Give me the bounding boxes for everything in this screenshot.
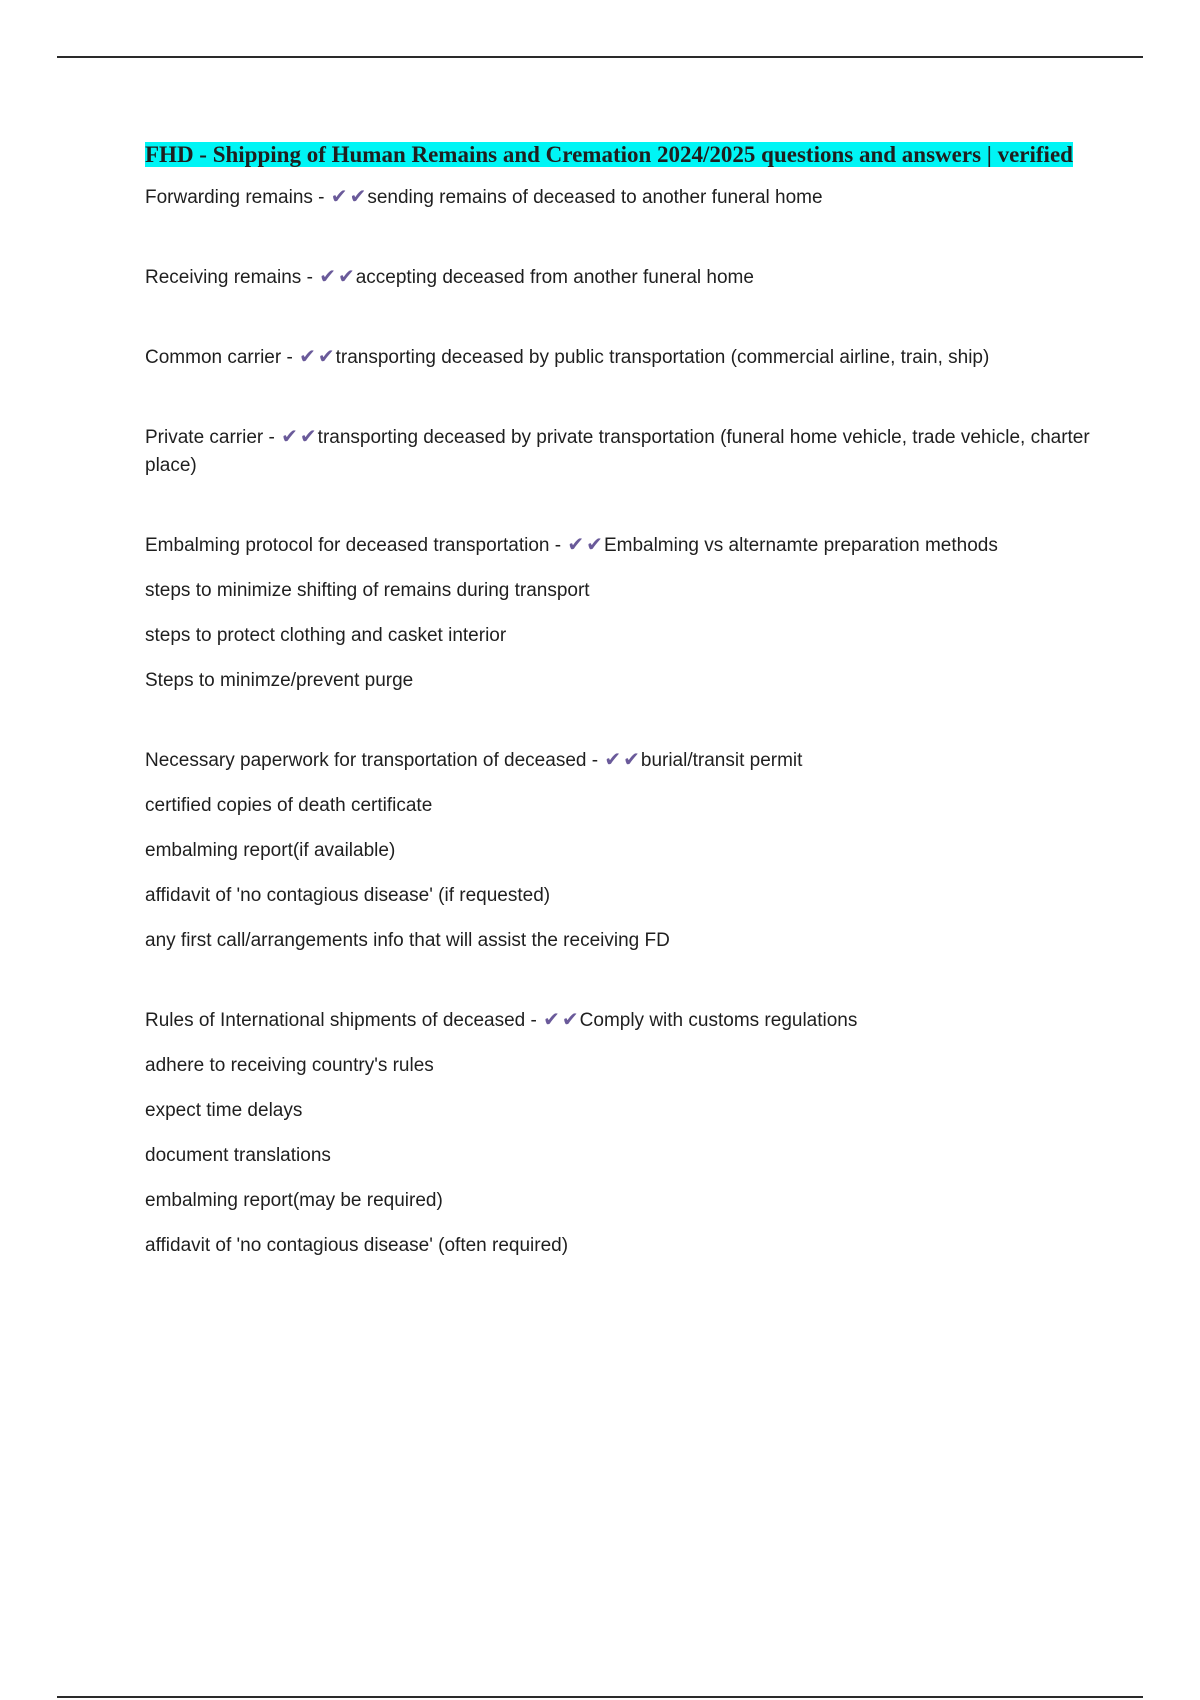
qa-entry (145, 182, 1105, 212)
check-mark-icon: ✔ (299, 424, 317, 448)
qa-entry (145, 262, 1105, 292)
qa-question-line (145, 530, 1105, 560)
check-mark-icon: ✔ (543, 1007, 560, 1031)
check-mark-icon: ✔ (319, 264, 336, 288)
qa-answer-line: steps to protect clothing and casket interior (145, 625, 507, 646)
qa-answer: accepting deceased from another funeral home (355, 267, 754, 288)
qa-question-line (145, 262, 1105, 292)
qa-entry (145, 530, 1105, 695)
qa-separator: - (549, 535, 567, 556)
qa-entry (145, 342, 1105, 372)
qa-answer: burial/transit permit (640, 750, 803, 771)
document-title (145, 140, 1105, 170)
qa-separator: - (263, 427, 281, 448)
qa-answer-line: certified copies of death certificate (145, 795, 433, 816)
qa-answer-line: expect time delays (145, 1100, 303, 1121)
document-body (145, 140, 1105, 1310)
check-mark-icon: ✔ (586, 532, 603, 556)
check-mark-icon: ✔ (330, 184, 348, 208)
qa-question-line (145, 745, 1105, 775)
qa-term: Forwarding remains (145, 187, 313, 208)
qa-answer-line: document translations (145, 1145, 331, 1166)
qa-answer-line: steps to minimize shifting of remains during transport (145, 580, 590, 601)
bottom-rule (57, 1696, 1143, 1698)
qa-answer: sending remains of deceased to another funeral home (367, 187, 823, 208)
qa-term: Receiving remains (145, 267, 302, 288)
check-mark-icon: ✔ (317, 344, 335, 368)
qa-answer-line: Steps to minimze/prevent purge (145, 670, 414, 691)
qa-answer-line: embalming report(may be required) (145, 1190, 443, 1211)
qa-question-line (145, 422, 1105, 480)
qa-question-line (145, 182, 1105, 212)
top-rule (57, 56, 1143, 58)
qa-term: Rules of International shipments of deceased (145, 1010, 526, 1031)
qa-term: Common carrier (145, 347, 282, 368)
check-mark-icon: ✔ (567, 532, 585, 556)
qa-answer: Embalming vs alternamte preparation methods (603, 535, 998, 556)
qa-answer: Comply with customs regulations (579, 1010, 858, 1031)
qa-separator: - (525, 1010, 543, 1031)
qa-question-line (145, 342, 1105, 372)
check-mark-icon: ✔ (337, 264, 355, 288)
check-mark-icon: ✔ (299, 344, 316, 368)
qa-separator: - (281, 347, 299, 368)
qa-term: Necessary paperwork for transportation of deceased (145, 750, 587, 771)
check-mark-icon: ✔ (623, 747, 640, 771)
qa-answer: transporting deceased by public transportation (commercial airline, train, ship) (335, 347, 990, 368)
qa-answer-line: affidavit of 'no contagious disease' (often required) (145, 1235, 569, 1256)
qa-answer-line: affidavit of 'no contagious disease' (if requested) (145, 885, 551, 906)
qa-separator: - (586, 750, 604, 771)
qa-entry (145, 422, 1105, 480)
qa-term: Embalming protocol for deceased transportation (145, 535, 550, 556)
qa-list (145, 182, 1105, 1260)
qa-separator: - (301, 267, 319, 288)
document-title-text: FHD - Shipping of Human Remains and Cremation 2024/2025 questions and answers | verified (145, 142, 1073, 167)
qa-term: Private carrier (145, 427, 264, 448)
qa-answer: transporting deceased by private transportation (funeral home vehicle, trade vehicle, charter place) (145, 427, 1090, 476)
qa-entry (145, 1005, 1105, 1260)
check-mark-icon: ✔ (561, 1007, 579, 1031)
check-mark-icon: ✔ (349, 184, 367, 208)
qa-answer-line: adhere to receiving country's rules (145, 1055, 434, 1076)
qa-separator: - (312, 187, 330, 208)
qa-question-line (145, 1005, 1105, 1035)
qa-entry (145, 745, 1105, 955)
check-mark-icon: ✔ (604, 747, 622, 771)
qa-answer-line: any first call/arrangements info that will assist the receiving FD (145, 930, 670, 951)
check-mark-icon: ✔ (281, 424, 298, 448)
qa-answer-line: embalming report(if available) (145, 840, 396, 861)
